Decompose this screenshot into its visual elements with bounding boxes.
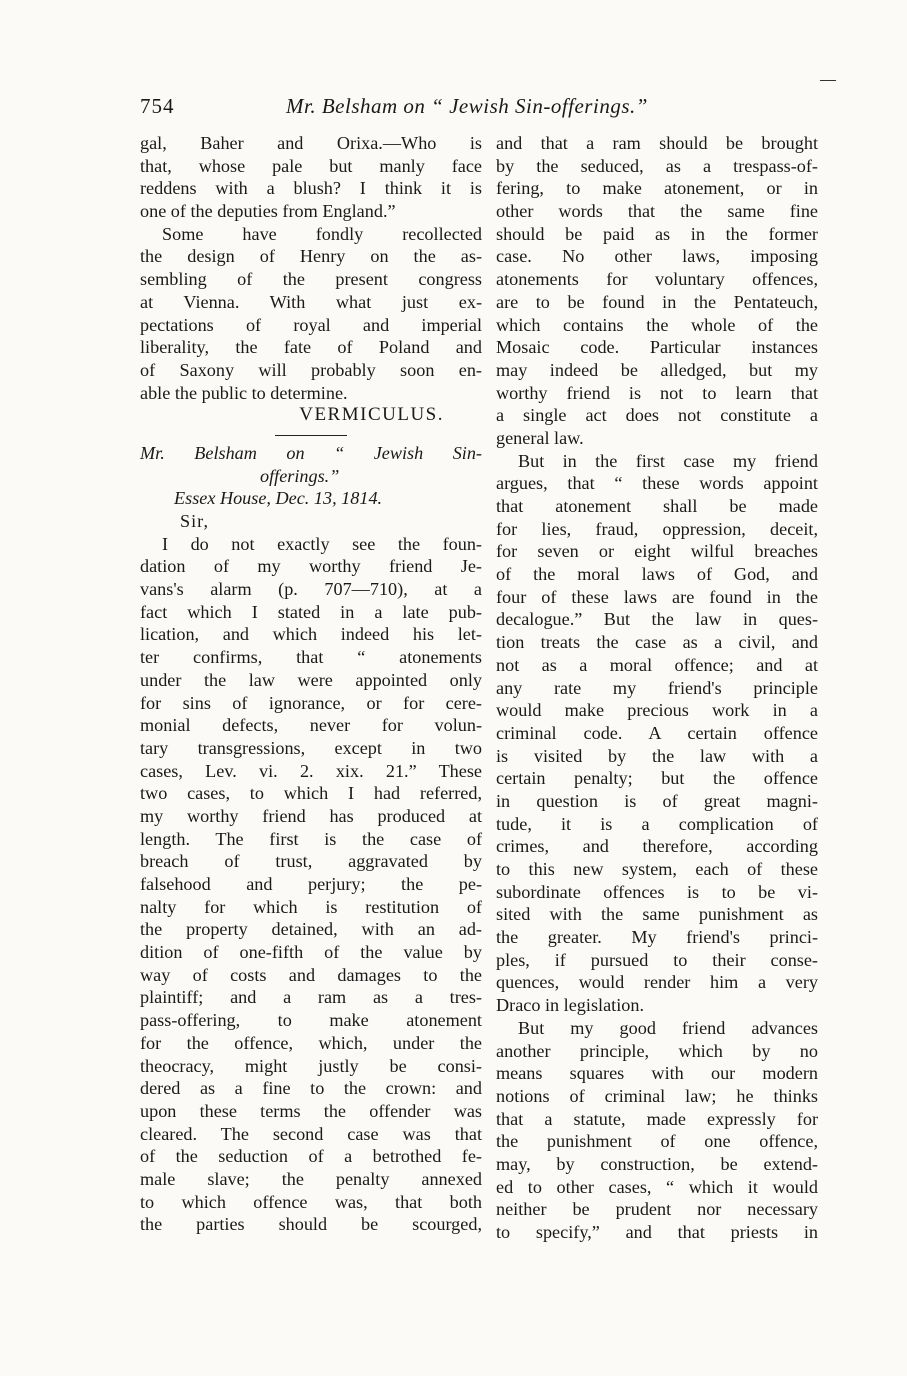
text-line: sembling of the present congress xyxy=(140,269,482,290)
text-line: one of the deputies from England.” xyxy=(140,201,396,222)
text-line: But in the first case my friend xyxy=(518,450,818,471)
text-line: dered as a fine to the crown: and xyxy=(140,1078,482,1099)
text-line: would make precious work in a xyxy=(496,700,818,721)
text-line: case. No other laws, imposing xyxy=(496,246,818,267)
text-line: way of costs and damages to the xyxy=(140,964,482,985)
text-line: liberality, the fate of Poland and xyxy=(140,337,482,358)
text-line: subordinate offences is to be vi- xyxy=(496,881,818,902)
text-line: another principle, which by no xyxy=(496,1040,818,1061)
text-line: that atonement shall be made xyxy=(496,496,818,516)
text-line: ples, if pursued to their conse- xyxy=(496,949,818,970)
text-line: upon these terms the offender was xyxy=(140,1100,482,1121)
text-line: tion treats the case as a civil, and xyxy=(496,632,818,653)
text-line: for the offence, which, under the xyxy=(140,1032,482,1053)
right-paragraph-c xyxy=(496,1017,818,1244)
text-line: able the public to determine. xyxy=(140,382,348,403)
left-paragraph-b xyxy=(140,223,482,405)
text-line: notions of criminal law; he thinks xyxy=(496,1085,818,1106)
text-line: two cases, to which I had referred, xyxy=(140,783,482,804)
salutation: Sir, xyxy=(180,511,210,531)
text-line: decalogue.” But the law in ques- xyxy=(496,609,818,630)
text-line: ed to other cases, “ which it would xyxy=(496,1176,818,1197)
text-line: of Saxony will probably soon en- xyxy=(140,359,482,380)
text-line: means squares with our modern xyxy=(496,1063,818,1084)
text-line: length. The first is the case of xyxy=(140,828,482,849)
text-line: tude, it is a complication of xyxy=(496,813,818,834)
text-line: gal, Baher and Orixa.—Who is xyxy=(140,133,482,153)
text-line: my worthy friend has produced at xyxy=(140,805,482,826)
text-line: nalty for which is restitution of xyxy=(140,896,482,917)
text-line: Mosaic code. Particular instances xyxy=(496,337,818,358)
text-line: a single act does not constitute a xyxy=(496,405,818,426)
text-line: Draco in legislation. xyxy=(496,995,644,1016)
text-line: sited with the same punishment as xyxy=(496,904,818,925)
running-head: Mr. Belsham on “ Jewish Sin-offerings.” xyxy=(286,94,648,118)
text-line: pass-offering, to make atonement xyxy=(140,1010,482,1031)
text-line: the property detained, with an ad- xyxy=(140,919,482,940)
text-line: Some have fondly recollected xyxy=(162,223,482,244)
text-line: theocracy, might justly be consi- xyxy=(140,1055,482,1076)
text-line: worthy friend is not to learn that xyxy=(496,382,818,403)
text-line: which contains the whole of the xyxy=(496,314,818,335)
text-line: dition of one-fifth of the value by xyxy=(140,942,482,963)
text-line: ter confirms, that “ atonements xyxy=(140,647,482,668)
text-line: male slave; the penalty annexed xyxy=(140,1168,482,1189)
text-line: for sins of ignorance, or for cere- xyxy=(140,692,482,713)
article-title: Mr. Belsham on “ Jewish Sin- xyxy=(140,442,482,463)
place-date: Essex House, Dec. 13, 1814. xyxy=(174,488,383,509)
page-header xyxy=(140,94,820,124)
page-number: 754 xyxy=(140,94,175,118)
right-column xyxy=(496,132,818,1244)
text-line: to specify,” and that priests in xyxy=(496,1222,818,1242)
text-line: for lies, fraud, oppression, deceit, xyxy=(496,518,818,539)
text-line: But my good friend advances xyxy=(518,1017,818,1038)
text-line: falsehood and perjury; the pe- xyxy=(140,874,482,894)
text-line: breach of trust, aggravated by xyxy=(140,851,482,872)
text-line: quences, would render him a very xyxy=(496,972,818,993)
text-line: not as a moral offence; and at xyxy=(496,654,818,675)
left-column xyxy=(140,132,482,1236)
text-line: lication, and which indeed his let- xyxy=(140,624,482,645)
text-line: are to be found in the Pentateuch, xyxy=(496,291,818,312)
text-line: at Vienna. With what just ex- xyxy=(140,291,482,312)
text-line: to this new system, each of these xyxy=(496,859,818,879)
text-line: pectations of royal and imperial xyxy=(140,314,482,335)
right-paragraph-b xyxy=(496,450,818,1017)
article-title-continued: offerings.” xyxy=(260,465,340,486)
text-line: tary transgressions, except in two xyxy=(140,737,482,758)
text-line: is visited by the law with a xyxy=(496,745,818,766)
text-line: by the seduced, as a trespass-of- xyxy=(496,155,818,176)
text-line: may, by construction, be extend- xyxy=(496,1153,818,1174)
text-line: neither be prudent nor necessary xyxy=(496,1199,818,1220)
text-line: plaintiff; and a ram as a tres- xyxy=(140,987,482,1008)
section-rule xyxy=(275,435,347,436)
text-line: the design of Henry on the as- xyxy=(140,246,482,267)
text-line: the punishment of one offence, xyxy=(496,1131,818,1152)
text-line: vans's alarm (p. 707—710), at a xyxy=(140,579,482,600)
text-line: cases, Lev. vi. 2. xix. 21.” These xyxy=(140,760,482,781)
text-line: argues, that “ these words appoint xyxy=(496,473,818,494)
text-line: for seven or eight wilful breaches xyxy=(496,541,818,562)
text-line: of the moral laws of God, and xyxy=(496,564,818,585)
text-line: of the seduction of a betrothed fe- xyxy=(140,1146,482,1167)
text-line: should be paid as in the former xyxy=(496,223,818,244)
left-paragraph-c xyxy=(140,533,482,1236)
text-line: fact which I stated in a late pub- xyxy=(140,601,482,622)
text-line: general law. xyxy=(496,427,584,448)
right-paragraph-a xyxy=(496,132,818,450)
text-line: cleared. The second case was that xyxy=(140,1123,482,1144)
text-line: that a statute, made expressly for xyxy=(496,1108,818,1129)
text-line: four of these laws are found in the xyxy=(496,586,818,607)
text-line: I do not exactly see the foun- xyxy=(162,533,482,554)
text-line: dation of my worthy friend Je- xyxy=(140,556,482,577)
left-paragraph-a xyxy=(140,132,482,223)
text-line: reddens with a blush? I think it is xyxy=(140,178,482,199)
signature: VERMICULUS. xyxy=(299,404,444,426)
text-line: any rate my friend's principle xyxy=(496,677,818,698)
text-line: that, whose pale but manly face xyxy=(140,155,482,176)
text-line: under the law were appointed only xyxy=(140,669,482,690)
text-line: atonements for voluntary offences, xyxy=(496,269,818,290)
text-line: may indeed be alledged, but my xyxy=(496,359,818,380)
text-line: fering, to make atonement, or in xyxy=(496,178,818,199)
text-line: other words that the same fine xyxy=(496,201,818,222)
text-line: monial defects, never for volun- xyxy=(140,715,482,736)
text-line: certain penalty; but the offence xyxy=(496,768,818,789)
text-line: crimes, and therefore, according xyxy=(496,836,818,857)
text-line: in question is of great magni- xyxy=(496,790,818,811)
text-line: the parties should be scourged, xyxy=(140,1214,482,1235)
text-line: to which offence was, that both xyxy=(140,1191,482,1212)
corner-mark xyxy=(820,80,836,81)
text-line: and that a ram should be brought xyxy=(496,133,818,153)
text-line: the greater. My friend's princi- xyxy=(496,927,818,948)
text-line: criminal code. A certain offence xyxy=(496,722,818,743)
